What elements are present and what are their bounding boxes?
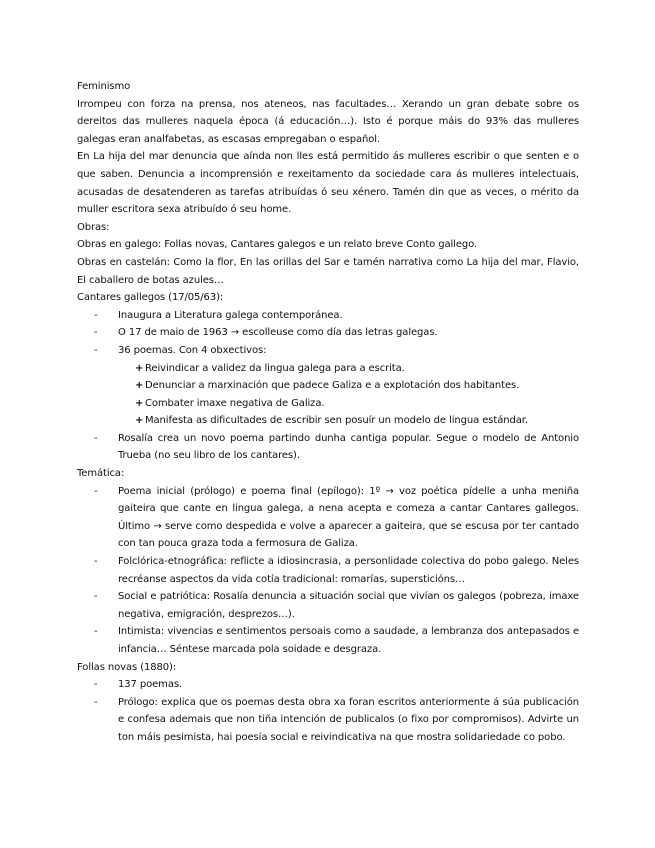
paragraph-feminismo-1: Irrompeu con forza na prensa, nos ateneos, nas facultades… Xerando un gran debate sobre os dereitos das mulleres naquela época (á educación…). Isto é porque máis do 93% das mulleres galegas eran analfabetas, as escasas empregaban o español. — [77, 98, 579, 145]
list-item-text: 36 poemas. Con 4 obxectivos: — [118, 344, 267, 356]
cantares-list — [77, 307, 579, 465]
list-item — [77, 342, 579, 430]
list-item: - Poema inicial (prólogo) e poema final (epílogo): 1º → voz poética pídelle a unha meniña gaiteira que cante en lingua galega, a nena acepta e comeza a cantar Cantares gallegos. Último → serve como despedida e volve a aparecer a gaiteira, que se escusa por ter cantado con tan pouca graza toda a fermosura de Galiza. — [77, 483, 579, 553]
obras-galego: Obras en galego: Follas novas, Cantares galegos e un relato breve Conto gallego. — [77, 239, 478, 251]
list-item: - Intimista: vivencias e sentimentos persoais como a saudade, a lembranza dos antepasados e infancia… Séntese marcada pola soidade e desgraza. — [77, 623, 579, 658]
obras-heading: Obras: — [77, 221, 110, 233]
objective-item: + Manifesta as dificultades de escribir sen posuír un modelo de lingua estándar. — [118, 412, 579, 430]
paragraph-feminismo-2: En La hija del mar denuncia que aínda non lles está permitido ás mulleres escribir o que senten e o que saben. Denuncia a incomprensión e rexeitamento da sociedade cara ás mulleres intelectuais, acusadas de desatenderen as tarefas atribuídas ó seu xénero. Tamén din que as veces, o mérito da muller escritora sexa atribuído ó seu home. — [77, 151, 579, 216]
follas-list — [77, 676, 579, 746]
tematica-list — [77, 483, 579, 659]
objective-item: + Reivindicar a validez da lingua galega para a escrita. — [118, 360, 579, 378]
list-item: - O 17 de maio de 1963 → escolleuse como día das letras galegas. — [77, 324, 579, 342]
document-page — [77, 78, 579, 747]
follas-heading: Follas novas (1880): — [77, 661, 177, 673]
list-item: - Prólogo: explica que os poemas desta obra xa foran escritos anteriormente á súa publicación e confesa ademais que non tiña intención de publicalos (o fixo por compromisos). Advirte un ton máis pesimista, hai poesía social e reivindicativa na que mostra solidariedade co pobo. — [77, 694, 579, 747]
list-item: - 137 poemas. — [77, 676, 579, 694]
section-title-feminismo: Feminismo — [77, 81, 131, 92]
obras-castelan: Obras en castelán: Como la flor, En las orillas del Sar e tamén narrativa como La hija del mar, Flavio, El caballero de botas azules… — [77, 256, 579, 286]
objective-item: + Denunciar a marxinación que padece Galiza e a explotación dos habitantes. — [118, 377, 579, 395]
cantares-heading: Cantares gallegos (17/05/63): — [77, 292, 224, 304]
objectives-list — [118, 360, 579, 430]
list-item: - Social e patriótica: Rosalía denuncia a situación social que vivían os galegos (pobreza, imaxe negativa, emigración, desprezos…). — [77, 588, 579, 623]
list-item: - Folclórica-etnográfica: reflicte a idiosincrasia, a personlidade colectiva do pobo galego. Neles recréanse aspectos da vida cotía tradicional: romarías, supersticións… — [77, 553, 579, 588]
objective-item: + Combater imaxe negativa de Galiza. — [118, 395, 579, 413]
list-item: - Rosalía crea un novo poema partindo dunha cantiga popular. Segue o modelo de Antonio Trueba (no seu libro de los cantares). — [77, 430, 579, 465]
tematica-heading: Temática: — [77, 468, 125, 480]
list-item: - Inaugura a Literatura galega contemporánea. — [77, 307, 579, 325]
